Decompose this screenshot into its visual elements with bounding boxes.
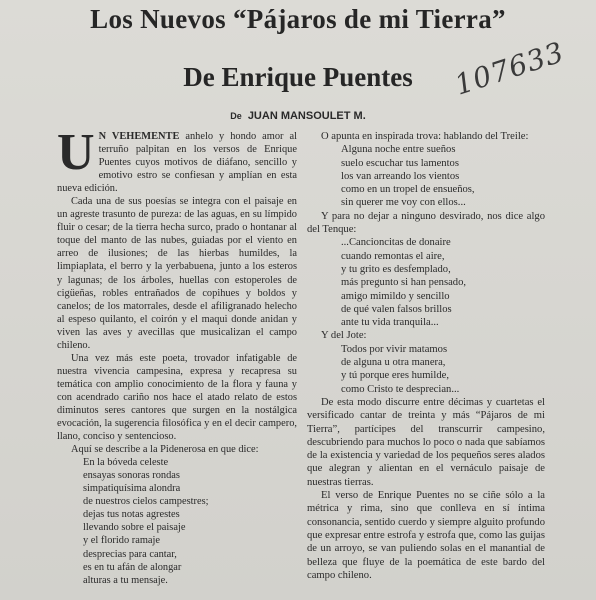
- article-subtitle: De Enrique Puentes: [183, 62, 413, 92]
- verse-alondra: [57, 456, 297, 586]
- left-column: [57, 124, 297, 587]
- verse-line: suelo escuchar tus lamentos: [341, 157, 459, 169]
- verse-line: y tu grito es desfemplado,: [341, 263, 451, 275]
- verse-tenque: [307, 236, 545, 329]
- byline: [0, 110, 596, 122]
- verse-line: dejas tus notas agrestes: [83, 509, 180, 521]
- verse-line: ...Cancioncitas de donaire: [341, 237, 451, 249]
- verse-line: cuando remontas el aire,: [341, 250, 445, 262]
- verse-line: Todos por vivir matamos: [341, 343, 448, 355]
- verse-treile: [307, 143, 545, 209]
- paragraph-1: [57, 124, 297, 195]
- verse-line: llevando sobre el paisaje: [83, 522, 186, 534]
- paragraph-intro: O apunta en inspirada trova: hablando del Treile:: [321, 131, 529, 142]
- verse-line: de nuestros cielos campestres;: [83, 496, 209, 508]
- verse-line: y tú porque eres humilde,: [341, 370, 449, 382]
- handwritten-archive-number: 107633: [450, 35, 569, 102]
- paragraph-1-text: anhelo y hondo amor al terruño palpitan en los versos de Enrique Puentes cuyos motivos de diáfano, sencillo y emotivo estro se confiesan y amplían en esta nueva edición.: [57, 131, 297, 195]
- paragraph-6: El verso de Enrique Puentes no se ciñe sólo a la métrica y rima, sino que conlleva en sí íntima consonancia, sentido cuerdo y siempre alguito profundo que expresar entre estrofa y estrofa que, como las guijas de un arroyo, se van puliendo solas en el manantial de belleza que fluye de la poemática de este bardo del campo chileno.: [307, 490, 545, 581]
- verse-line: sin querer me voy con ellos...: [341, 197, 466, 209]
- right-column: [307, 130, 545, 582]
- verse-line: los van arreando los vientos: [341, 170, 460, 182]
- paragraph-4: Aquí se describe a la Pidenerosa en que dice:: [71, 444, 259, 456]
- verse-line: como en un tropel de ensueños,: [341, 184, 475, 196]
- paragraph-2: Cada una de sus poesías se integra con el paisaje en un agreste trasunto de pureza: de las aguas, en su límpido fluir o cesar; de la tierra hecha surco, prado o hontanar al toque del manto de las nubes, guiadas por el viento en arreo de ilusiones; de las hierbas humildes, la limpiaplata, el berro y la yerbabuena, junto a los esteros y lagunas; de los árboles, huellas con estoperoles de cigüeñas, robles entrañados de copihues y boldos y canelos; de los matorrales, desde el afiligranado helecho al espeso quilanto, el coirón y el maqui donde anidan y viven las aves y avecillas que musicalizan el campo chileno.: [57, 196, 297, 351]
- drop-cap: U: [57, 124, 95, 181]
- paragraph-5: De esta modo discurre entre décimas y cuartetas el versificado cantar de treinta y más “Pájaros de mi Tierra”, partícipes del transcurrir campesino, descubriendo para muchos lo poco o nada que sabíamos de la existencia y variedad de los pequeños seres alados que alegran y alientan en el vernáculo paisaje de nuestras tierras.: [307, 396, 545, 488]
- verse-line: de alguna u otra manera,: [341, 357, 446, 369]
- verse-line: como Cristo te desprecian...: [341, 383, 460, 395]
- byline-prefix: De: [230, 111, 242, 121]
- verse-line: alturas a tu mensaje.: [83, 574, 168, 586]
- verse-line: simpatiquísima alondra: [83, 483, 181, 495]
- lead-in: N VEHEMENTE: [98, 131, 180, 142]
- verse-line: En la bóveda celeste: [83, 457, 169, 469]
- paragraph-jote: Y del Jote:: [321, 330, 367, 342]
- verse-line: desprecias para cantar,: [83, 548, 177, 560]
- verse-line: y el florido ramaje: [83, 535, 161, 547]
- paragraph-3: Una vez más este poeta, trovador infatigable de nuestra vivencia campesina, expresa y recapresa su temática con amplio conocimiento de la flora y fauna y con acendrado cariño nos hace el atado relato de estos diminutos seres cantores que surgen en la nostálgica evocación, la sugerencia filosófica y en el decir campero, llano, conciso y sentencioso.: [57, 352, 297, 443]
- verse-line: más pregunto si han pensado,: [341, 277, 467, 289]
- verse-line: amigo mimildo y sencillo: [341, 290, 450, 302]
- paragraph-tenque: Y para no dejar a ninguno desvirado, nos dice algo del Tenque:: [307, 210, 545, 236]
- author-name: JUAN MANSOULET M.: [247, 110, 366, 122]
- verse-line: ensayas sonoras rondas: [83, 470, 180, 482]
- article-title: Los Nuevos “Pájaros de mi Tierra”: [90, 4, 506, 34]
- verse-jote: [307, 343, 545, 396]
- verse-line: Alguna noche entre sueños: [341, 144, 456, 156]
- verse-line: es en tu afán de alongar: [83, 561, 182, 573]
- verse-line: de qué valen falsos brillos: [341, 303, 452, 315]
- verse-line: ante tu vida tranquila...: [341, 317, 439, 329]
